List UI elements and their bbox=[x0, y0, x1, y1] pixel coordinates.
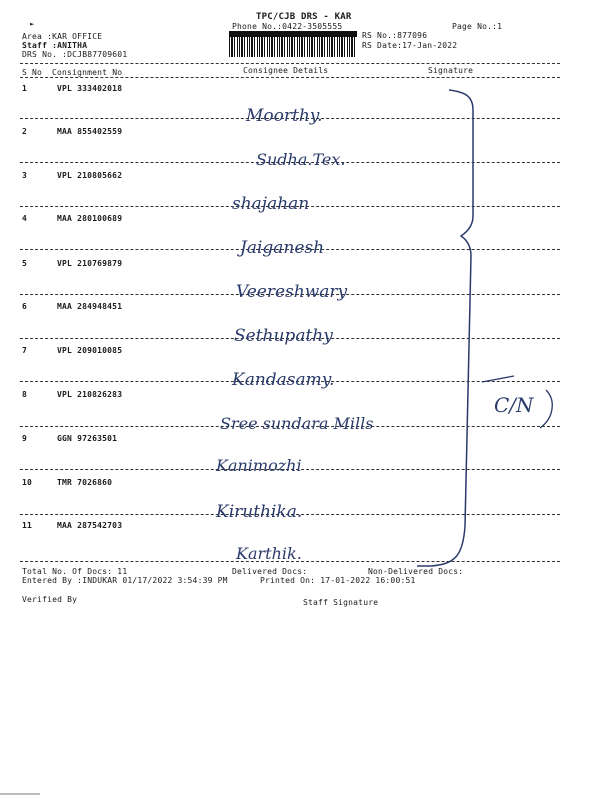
row-10-consignee: Kiruthika. bbox=[216, 502, 303, 522]
row-4-sno: 4 bbox=[22, 214, 28, 223]
row-6-sno: 6 bbox=[22, 302, 28, 311]
row-11-sno: 11 bbox=[22, 521, 33, 530]
barcode-top-band bbox=[229, 31, 357, 37]
staff-label: Staff :ANITHA bbox=[22, 41, 88, 50]
delivered-docs: Delivered Docs: bbox=[232, 567, 308, 576]
header-divider bbox=[20, 63, 560, 64]
row-1-consignee: Moorthy. bbox=[246, 106, 323, 126]
row-3-sno: 3 bbox=[22, 171, 28, 180]
phone-number: Phone No.:0422-3505555 bbox=[232, 22, 343, 31]
rs-date: RS Date:17-Jan-2022 bbox=[362, 41, 458, 50]
cn-annotation: C/N bbox=[494, 393, 534, 417]
row-2-consignment: MAA 855402559 bbox=[57, 127, 123, 136]
row-6-consignee: Sethupathy bbox=[234, 326, 333, 346]
row-4-consignee: Jaiganesh bbox=[240, 238, 325, 258]
row-7-sno: 7 bbox=[22, 346, 28, 355]
row-3-consignment: VPL 210805662 bbox=[57, 171, 123, 180]
column-sno: S No bbox=[22, 68, 43, 77]
verified-by: Verified By bbox=[22, 595, 78, 604]
row-6-consignment: MAA 284948451 bbox=[57, 302, 123, 311]
drs-number: DRS No. :DCJB87709601 bbox=[22, 50, 128, 59]
area-label: Area :KAR OFFICE bbox=[22, 32, 103, 41]
bullet-mark: ► bbox=[30, 20, 35, 28]
row-1-sno: 1 bbox=[22, 84, 28, 93]
row-5-consignee: Veereshwary bbox=[236, 282, 348, 302]
column-signature: Signature bbox=[428, 66, 474, 75]
handwritten-brace bbox=[415, 86, 485, 570]
row-3-consignee: shajahan bbox=[232, 194, 310, 214]
row-9-consignment: GGN 97263501 bbox=[57, 434, 118, 443]
row-2-consignee: Sudha.Tex. bbox=[256, 150, 346, 169]
column-consignment: Consignment No bbox=[52, 68, 123, 77]
row-9-sno: 9 bbox=[22, 434, 28, 443]
row-5-sno: 5 bbox=[22, 259, 28, 268]
rs-number: RS No.:877096 bbox=[362, 31, 428, 40]
row-2-sno: 2 bbox=[22, 127, 28, 136]
row-9-consignee: Kanimozhi bbox=[216, 456, 302, 475]
row-7-consignment: VPL 209010085 bbox=[57, 346, 123, 355]
row-10-sno: 10 bbox=[22, 478, 33, 487]
row-8-consignment: VPL 210826283 bbox=[57, 390, 123, 399]
row-5-consignment: VPL 210769879 bbox=[57, 259, 123, 268]
row-11-consignment: MAA 287542703 bbox=[57, 521, 123, 530]
staff-signature: Staff Signature bbox=[303, 598, 379, 607]
row-1-consignment: VPL 333402018 bbox=[57, 84, 123, 93]
row-11-consignee: Karthik. bbox=[236, 544, 302, 563]
header-title: TPC/CJB DRS - KAR bbox=[256, 12, 352, 22]
row-10-consignment: TMR 7026860 bbox=[57, 478, 113, 487]
row-7-consignee: Kandasamy. bbox=[232, 370, 335, 390]
row-4-consignment: MAA 280100689 bbox=[57, 214, 123, 223]
row-8-sno: 8 bbox=[22, 390, 28, 399]
column-divider bbox=[20, 77, 560, 78]
page-number: Page No.:1 bbox=[452, 22, 503, 31]
entered-by: Entered By :INDUKAR 01/17/2022 3:54:39 PM bbox=[22, 576, 228, 585]
printed-on: Printed On: 17-01-2022 16:00:51 bbox=[260, 576, 416, 585]
total-docs: Total No. Of Docs: 11 bbox=[22, 567, 128, 576]
page-edge-mark bbox=[0, 793, 40, 795]
row-8-consignee: Sree sundara Mills bbox=[220, 414, 374, 433]
cn-bracket-mark bbox=[478, 374, 558, 434]
non-delivered-docs: Non-Delivered Docs: bbox=[368, 567, 464, 576]
column-consignee: Consignee Details bbox=[243, 66, 329, 75]
